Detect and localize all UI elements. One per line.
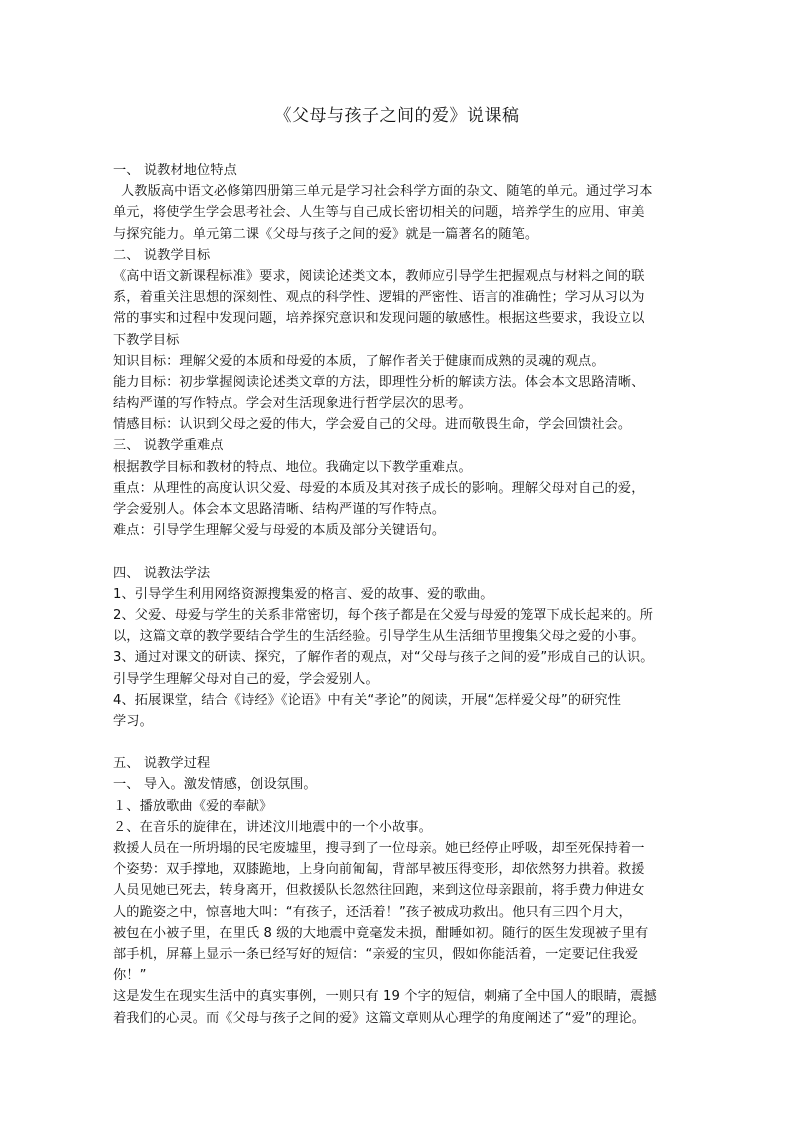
paragraph-line: 1、引导学生利用网络资源搜集爱的格言、爱的故事、爱的歌曲。: [113, 586, 494, 602]
paragraph-line: 单元，将使学生学会思考社会、人生等与自己成长密切相关的问题，培养学生的应用、审美: [113, 205, 645, 221]
paragraph-line: 以，这篇文章的教学要结合学生的生活经验。引导学生从生活细节里搜集父母之爱的小事。: [113, 629, 645, 645]
paragraph-line: 能力目标：初步掌握阅读论述类文章的方法，即理性分析的解读方法。体会本文思路清晰、: [113, 374, 645, 390]
paragraph-line: 与探究能力。单元第二课《父母与孩子之间的爱》就是一篇著名的随笔。: [113, 226, 539, 242]
paragraph-line: 一、 说教材地位特点: [113, 163, 237, 178]
paragraph-line: 人教版高中语文必修第四册第三单元是学习社会科学方面的杂文、随笔的单元。通过学习本: [121, 184, 653, 200]
paragraph-line: 情感目标：认识到父母之爱的伟大，学会爱自己的父母。进而敬畏生命，学会回馈社会。: [113, 417, 632, 433]
blank-line: [113, 541, 685, 562]
paragraph-line: 人的跪姿之中，惊喜地大叫：“有孩子，还活着！”孩子被成功救出。他只有三四个月大，: [113, 904, 632, 920]
paragraph-line: 这是发生在现实生活中的真实事例，一则只有 19 个字的短信，刺痛了全中国人的眼睛，震撼: [113, 989, 657, 1005]
paragraph-line: 人员见她已死去，转身离开，但救援队长忽然往回跑，来到这位母亲跟前，将手费力伸进女: [113, 883, 645, 899]
paragraph-line: 一、 导入。激发情感，创设氛围。: [113, 777, 317, 793]
paragraph-line: 重点：从理性的高度认识父爱、母爱的本质及其对孩子成长的影响。理解父母对自己的爱，: [113, 480, 645, 496]
document-body: [113, 160, 685, 1029]
paragraph-line: ２、在音乐的旋律在，讲述汶川地震中的一个小故事。: [113, 819, 432, 835]
paragraph-line: 三、 说教学重难点: [113, 438, 224, 454]
paragraph-line: 结构严谨的写作特点。学会对生活现象进行哲学层次的思考。: [113, 396, 472, 412]
paragraph-line: 3、通过对课文的研读、探究，了解作者的观点，对“父母与孩子之间的爱”形成自己的认识。: [113, 650, 654, 666]
paragraph-line: 根据教学目标和教材的特点、地位。我确定以下教学重难点。: [113, 459, 472, 475]
paragraph-line: 下教学目标: [113, 332, 180, 348]
paragraph-line: 救援人员在一所坍塌的民宅废墟里，搜寻到了一位母亲。她已经停止呼吸，却至死保持着一: [113, 841, 645, 856]
paragraph-line: 2、父爱、母爱与学生的关系非常密切，每个孩子都是在父爱与母爱的笼罩下成长起来的。所: [113, 607, 653, 623]
paragraph-line: 二、 说教学目标: [113, 247, 211, 263]
document-title: 《父母与孩子之间的爱》说课稿: [274, 106, 520, 126]
paragraph-line: 着我们的心灵。而《父母与孩子之间的爱》这篇文章则从心理学的角度阐述了“爱”的理论。: [113, 1010, 646, 1026]
paragraph-line: 四、 说教法学法: [113, 565, 211, 581]
paragraph-line: 个姿势：双手撑地，双膝跪地，上身向前匍匐，背部早被压得变形，却依然努力拱着。救援: [113, 862, 645, 878]
paragraph-line: １、播放歌曲《爱的奉献》: [113, 798, 273, 814]
paragraph-line: 部手机，屏幕上显示一条已经写好的短信：“亲爱的宝贝，假如你能活着，一定要记住我爱: [113, 946, 639, 962]
paragraph-line: 4、拓展课堂，结合《诗经》《论语》中有关“孝论”的阅读，开展“怎样爱父母”的研究性: [113, 692, 621, 708]
paragraph-line: 《高中语文新课程标准》要求，阅读论述类文本，教师应引导学生把握观点与材料之间的联: [113, 268, 645, 284]
paragraph-line: 引导学生理解父母对自己的爱，学会爱别人。: [113, 671, 379, 687]
paragraph-line: 难点：引导学生理解父爱与母爱的本质及部分关键语句。: [113, 523, 446, 539]
paragraph-line: 被包在小被子里，在里氏 8 级的大地震中竟毫发未损，酣睡如初。随行的医生发现被子里有: [113, 925, 649, 941]
paragraph-line: 常的事实和过程中发现问题，培养探究意识和发现问题的敏感性。根据这些要求，我设立以: [113, 311, 645, 327]
paragraph-line: 系，着重关注思想的深刻性、观点的科学性、逻辑的严密性、语言的准确性；学习从习以为: [113, 290, 645, 306]
paragraph-line: 五、 说教学过程: [113, 756, 211, 772]
paragraph-line: 学习。: [113, 713, 153, 729]
paragraph-line: 你！”: [113, 968, 147, 984]
paragraph-line: 学会爱别人。体会本文思路清晰、结构严谨的写作特点。: [113, 502, 446, 517]
paragraph-line: 知识目标：理解父爱的本质和母爱的本质，了解作者关于健康而成熟的灵魂的观点。: [113, 353, 605, 369]
blank-line: [113, 732, 685, 753]
